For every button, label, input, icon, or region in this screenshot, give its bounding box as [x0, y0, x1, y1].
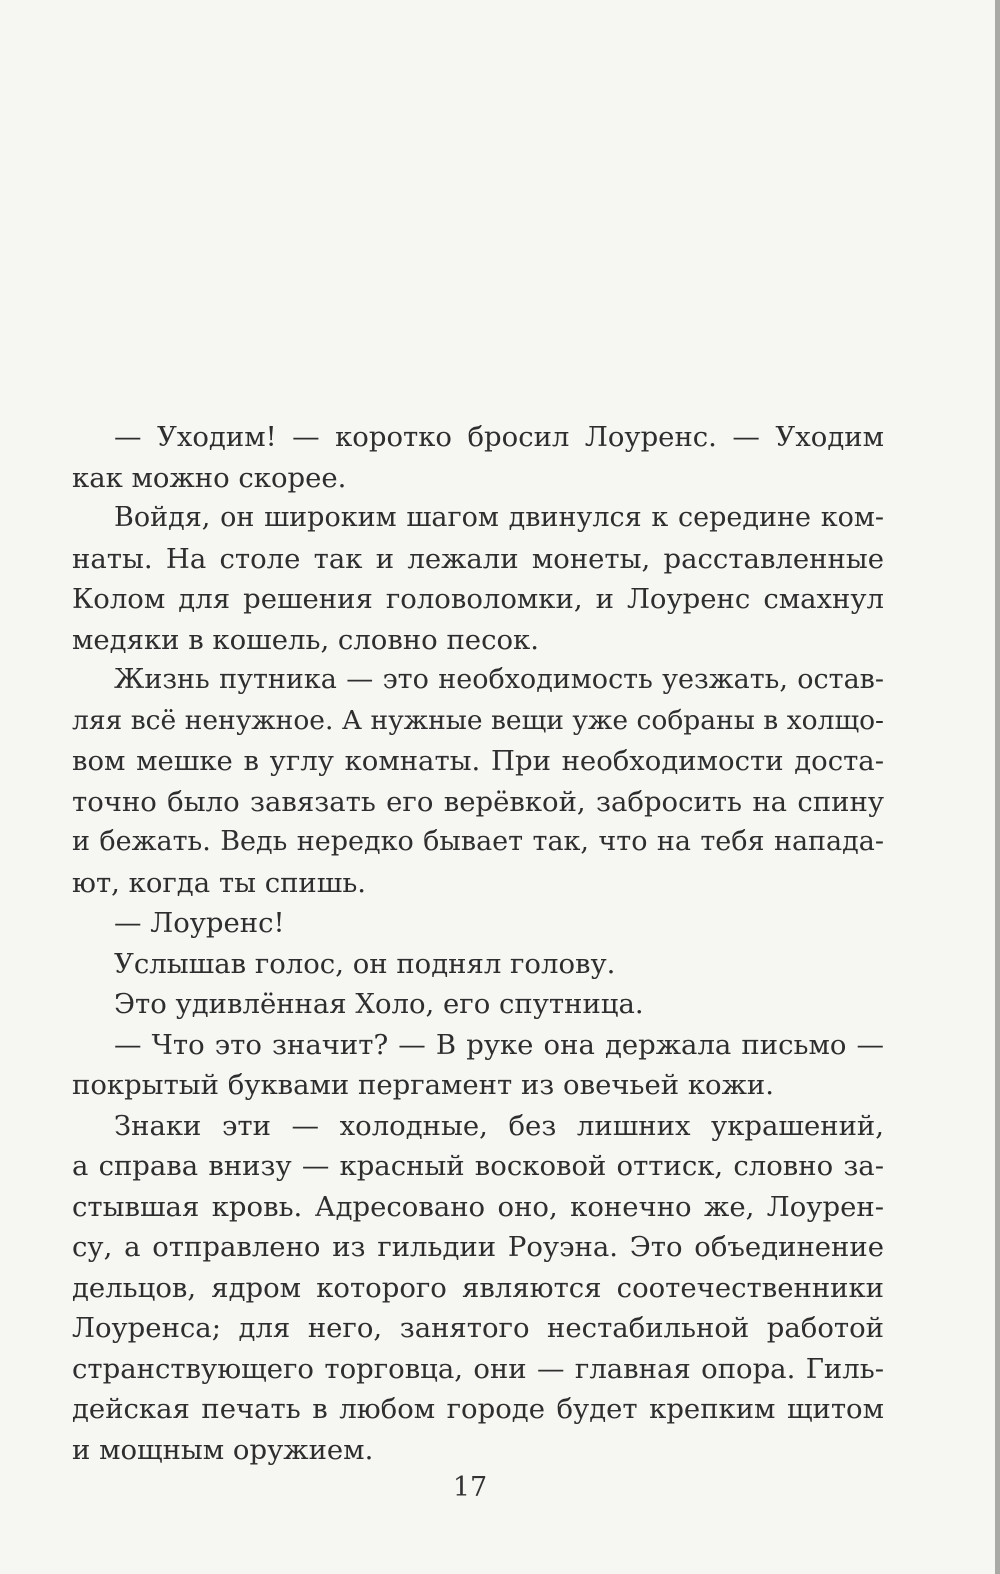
text-line: — Лоуренс!: [114, 907, 285, 939]
text-line: — Уходим! — коротко бросил Лоуренс. — Уходим: [114, 421, 884, 453]
text-line: су, а отправлено из гильдии Роуэна. Это объединение: [72, 1231, 884, 1263]
text-line: странствующего торговца, они — главная опора. Гиль-: [72, 1352, 884, 1385]
text-line: ляя всё ненужное. А нужные вещи уже собраны в холщо-: [72, 704, 884, 736]
text-line: Лоуренса; для него, занятого нестабильной работой: [72, 1312, 884, 1344]
text-line: Войдя, он широким шагом двинулся к середине ком-: [114, 502, 884, 533]
text-line: и бежать. Ведь нередко бывает так, что на тебя напада-: [72, 826, 884, 857]
text-line: стывшая кровь. Адресовано оно, конечно же, Лоурен-: [72, 1190, 884, 1223]
text-line: Жизнь путника — это необходимость уезжать, остав-: [114, 664, 884, 695]
page-number: 17: [452, 1472, 488, 1503]
text-line: Это удивлённая Холо, его спутница.: [114, 988, 644, 1020]
text-line: дейская печать в любом городе будет крепким щитом: [72, 1393, 884, 1425]
text-line: дельцов, ядром которого являются соотечественники: [72, 1271, 884, 1304]
text-line: Услышав голос, он поднял голову.: [114, 947, 616, 980]
text-line: Знаки эти — холодные, без лишних украшений,: [114, 1109, 884, 1142]
text-line: наты. На столе так и лежали монеты, расставленные: [72, 542, 884, 575]
text-line: медяки в кошель, словно песок.: [72, 623, 539, 656]
text-line: — Что это значит? — В руке она держала письмо —: [114, 1028, 884, 1061]
text-line: и мощным оружием.: [72, 1433, 374, 1466]
text-line: точно было завязать его верёвкой, забросить на спину: [72, 785, 884, 818]
text-line: ют, когда ты спишь.: [72, 866, 367, 899]
body-text: [72, 417, 884, 1470]
text-line: покрытый буквами пергамент из овечьей кожи.: [72, 1069, 774, 1101]
page-edge-shadow: [995, 0, 1000, 1574]
text-line: а справа внизу — красный восковой оттиск, словно за-: [72, 1150, 884, 1182]
text-line: вом мешке в углу комнаты. При необходимости доста-: [72, 745, 884, 777]
text-line: Колом для решения головоломки, и Лоуренс смахнул: [72, 583, 884, 615]
text-line: как можно скорее.: [72, 461, 347, 494]
